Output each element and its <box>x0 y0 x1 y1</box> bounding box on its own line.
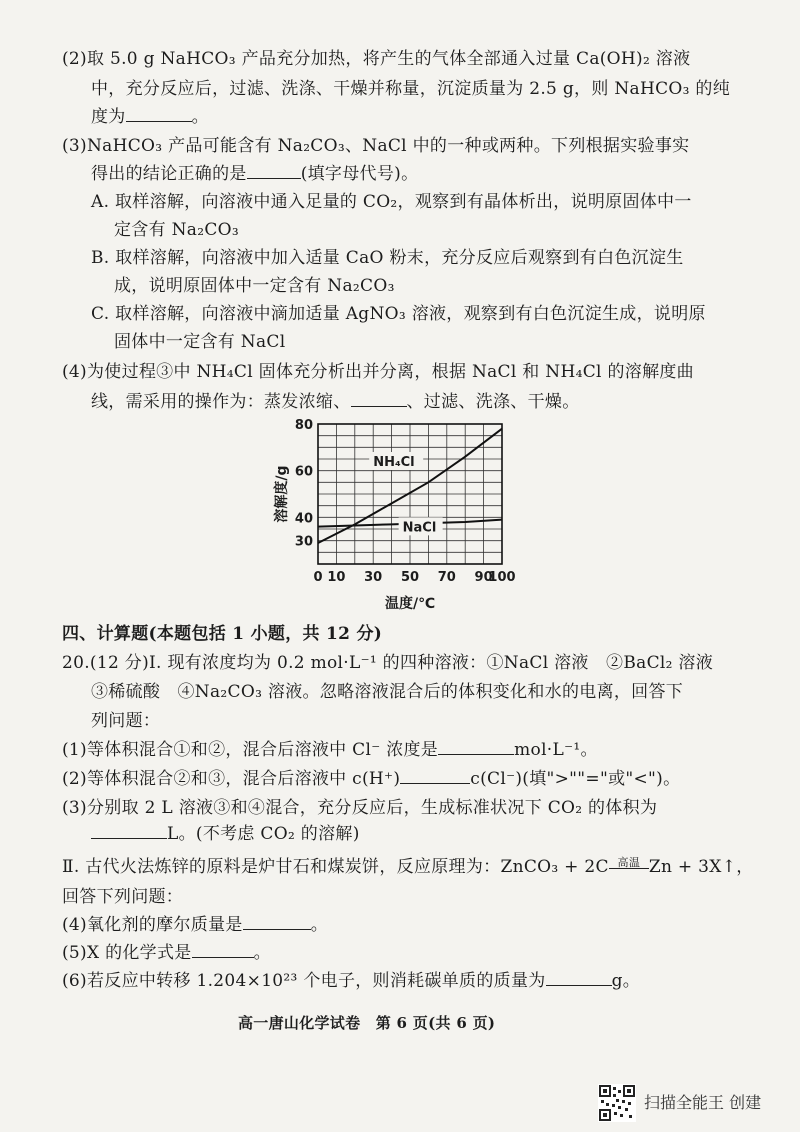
chart-grid <box>318 424 502 564</box>
x-tick-label: 90 <box>474 570 493 585</box>
q20-part2-line2: 回答下列问题： <box>62 887 184 907</box>
y-axis-title: 溶解度/g <box>274 465 290 523</box>
footer <box>238 1011 495 1035</box>
q20-sub1-unit: mol·L⁻¹。 <box>514 740 598 760</box>
y-tick-label: 30 <box>294 534 313 550</box>
q3-answer-blank[interactable] <box>247 162 301 179</box>
y-tick-label: 40 <box>294 511 313 527</box>
q3-line1: (3)NaHCO₃ 产品可能含有 Na₂CO₃、NaCl 中的一种或两种。下列根据实验事实 <box>62 136 690 156</box>
q4-answer-blank[interactable] <box>351 390 407 407</box>
q20-sub2-blank[interactable] <box>400 767 470 784</box>
q20-sub5-blank[interactable] <box>192 941 254 958</box>
q20-sub5-period: 。 <box>253 943 271 963</box>
q4-steps: 、过滤、洗涤、干燥。 <box>406 392 580 412</box>
q4-line1: (4)为使过程③中 NH₄Cl 固体充分析出并分离，根据 NaCl 和 NH₄Cl 的溶解度曲 <box>62 362 694 382</box>
q20-sub6 <box>62 969 640 993</box>
section4-heading: 四、计算题(本题包括 1 小题，共 12 分) <box>62 624 383 644</box>
q3-prompt: 得出的结论正确的是 <box>91 164 247 184</box>
y-tick-label: 60 <box>294 464 313 480</box>
series-label-nacl: NaCl <box>402 520 437 536</box>
q20-sub6-prompt: (6)若反应中转移 1.204×10²³ 个电子，则消耗碳单质的质量为 <box>62 971 546 991</box>
q2-period: 。 <box>191 107 209 127</box>
q3-line2 <box>91 162 418 186</box>
qr-code-icon <box>598 1084 636 1122</box>
footer-title: 高一唐山化学试卷 <box>238 1014 361 1032</box>
series-label-nh4cl: NH₄Cl <box>373 455 415 470</box>
q20-sub4 <box>62 913 328 937</box>
x-tick-label: 50 <box>400 570 420 585</box>
reaction-reactants: Ⅱ. 古代火法炼锌的原料是炉甘石和煤炭饼，反应原理为：ZnCO₃ + 2C <box>62 857 609 877</box>
solubility-chart <box>256 412 546 632</box>
footer-page-number: 第 6 页(共 6 页) <box>375 1014 496 1032</box>
q3-option-c-line2: 固体中一定含有 NaCl <box>114 332 286 352</box>
q3-option-a-line1: A. 取样溶解，向溶液中通入足量的 CO₂，观察到有晶体析出，说明原固体中一 <box>91 192 692 212</box>
q3-option-b-line1: B. 取样溶解，向溶液中加入适量 CaO 粉末，充分反应后观察到有白色沉淀生 <box>91 248 684 268</box>
q20-sub1-blank[interactable] <box>438 738 514 755</box>
q20-line1: 20.(12 分)Ⅰ. 现有浓度均为 0.2 mol·L⁻¹ 的四种溶液：①NaCl 溶液 ②BaCl₂ 溶液 <box>62 653 714 673</box>
q3-option-a-line2: 定含有 Na₂CO₃ <box>114 220 239 240</box>
reaction-products: Zn + 3X↑， <box>648 857 754 877</box>
q20-sub5 <box>62 941 271 965</box>
q20-sub2-hint: c(Cl⁻)(填">""="或"<")。 <box>470 769 681 789</box>
q2-prompt: 度为 <box>91 107 126 127</box>
q20-sub4-prompt: (4)氧化剂的摩尔质量是 <box>62 915 243 935</box>
x-tick-label: 100 <box>488 570 516 585</box>
q4-prompt: 线，需采用的操作为：蒸发浓缩、 <box>91 392 351 412</box>
q3-option-b-line2: 成，说明原固体中一定含有 Na₂CO₃ <box>114 276 395 296</box>
q20-line3: 列问题： <box>91 711 161 731</box>
q20-part2-line1 <box>62 855 754 879</box>
q2-line2: 中，充分反应后，过滤、洗涤、干燥并称量，沉淀质量为 2.5 g，则 NaHCO₃ 的纯 <box>91 79 731 99</box>
q20-sub6-blank[interactable] <box>546 969 612 986</box>
q20-sub4-period: 。 <box>310 915 328 935</box>
q20-sub6-unit: g。 <box>611 971 641 991</box>
x-tick-label: 70 <box>437 570 456 585</box>
x-axis-title: 温度/℃ <box>384 596 436 612</box>
reaction-arrow <box>609 857 649 879</box>
q20-line2: ③稀硫酸 ④Na₂CO₃ 溶液。忽略溶液混合后的体积变化和水的电离，回答下 <box>91 682 684 702</box>
x-tick-label: 0 <box>313 570 323 585</box>
x-tick-label: 10 <box>327 570 346 585</box>
q3-option-c-line1: C. 取样溶解，向溶液中滴加适量 AgNO₃ 溶液，观察到有白色沉淀生成，说明原 <box>91 304 706 324</box>
q20-sub3-blank[interactable] <box>91 822 167 839</box>
q20-sub1 <box>62 738 598 762</box>
q20-sub3-unit: L。(不考虑 CO₂ 的溶解) <box>167 824 360 844</box>
q20-sub1-prompt: (1)等体积混合①和②，混合后溶液中 Cl⁻ 浓度是 <box>62 740 439 760</box>
q20-sub5-prompt: (5)X 的化学式是 <box>62 943 192 963</box>
q4-line2 <box>91 390 580 414</box>
q20-sub4-blank[interactable] <box>243 913 311 930</box>
q20-sub2-prompt: (2)等体积混合②和③，混合后溶液中 c(H⁺) <box>62 769 401 789</box>
x-tick-label: 30 <box>364 570 383 585</box>
q3-hint: (填字母代号)。 <box>300 164 419 184</box>
q20-sub3-line2 <box>91 822 360 846</box>
q2-line3 <box>91 105 209 129</box>
q20-sub3-line1: (3)分别取 2 L 溶液③和④混合，充分反应后，生成标准状况下 CO₂ 的体积为 <box>62 798 658 818</box>
reaction-condition: 高温 <box>617 855 641 869</box>
q2-answer-blank[interactable] <box>126 105 192 122</box>
scanner-brand: 扫描全能王 创建 <box>644 1093 762 1112</box>
q20-sub2 <box>62 767 680 791</box>
q2-line1: (2)取 5.0 g NaHCO₃ 产品充分加热，将产生的气体全部通入过量 Ca(OH)₂ 溶液 <box>62 49 691 69</box>
y-tick-label: 80 <box>294 418 313 433</box>
